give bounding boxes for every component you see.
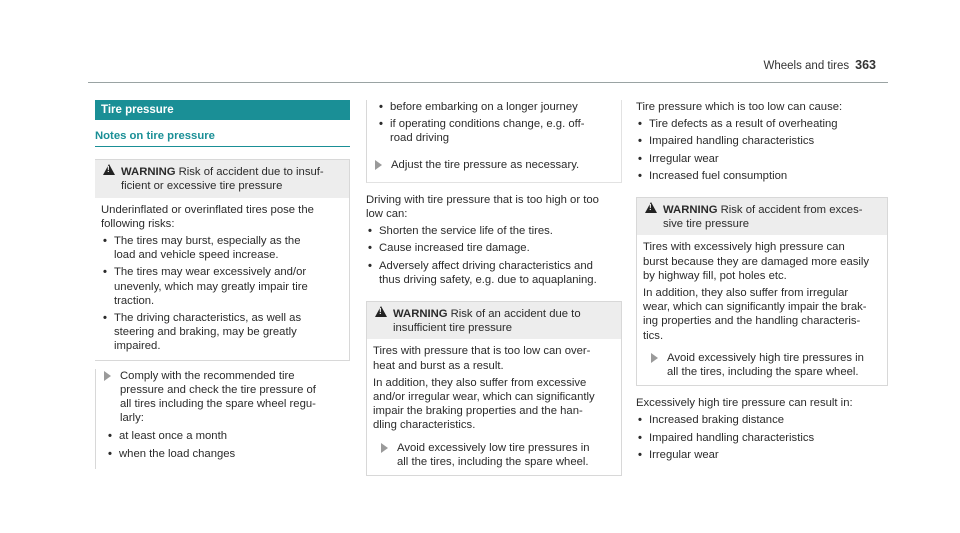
warning-header [95, 160, 349, 197]
list-item: • Cause increased tire damage. [368, 242, 530, 255]
text-line: Excessively high tire pressure can result in: [636, 397, 853, 410]
instruction-step: Avoid excessively low tire pressures in all the tires, including the spare wheel. [373, 441, 615, 469]
column-2 [366, 100, 622, 476]
warning-body [95, 198, 349, 360]
high-pressure-effects-list [636, 413, 888, 462]
bullet-icon: • [108, 447, 112, 460]
list-item: • Shorten the service life of the tires. [368, 225, 553, 238]
subheading: Notes on tire pressure [95, 129, 350, 147]
bullet-icon: • [103, 312, 107, 325]
text-line: Driving with tire pressure that is too high or too [366, 193, 599, 206]
warning-label: WARNING [121, 166, 176, 179]
check-times-list [106, 429, 350, 460]
step-arrow-icon [104, 371, 111, 381]
warning-triangle-icon [375, 306, 387, 317]
warning-header: ! WARNING Risk of accident from exces- sive tire pressure [637, 198, 887, 235]
effects-list [366, 224, 622, 287]
bullet-icon: • [638, 135, 642, 148]
instruction-block [95, 369, 350, 469]
bullet-icon: • [368, 259, 372, 272]
risk-list [101, 234, 343, 354]
bullet-icon: • [638, 118, 642, 131]
step-arrow-icon [381, 443, 388, 453]
bullet-icon: • [368, 225, 372, 238]
list-item: • The tires may burst, especially as the load and vehicle speed increase. [103, 235, 301, 262]
warning-box [366, 301, 622, 476]
list-item: • when the load changes [108, 447, 236, 460]
list-item: • if operating conditions change, e.g. off- road driving [379, 118, 585, 145]
warning-body: Tires with excessively high pressure can burst because they are damaged more easily by highway fill, pot holes etc. In addition, they also suffer from irregular wear, which can significantly impair the brak- ing properties and the handling characteris- tics. Avoid excessively high tire pressures in all the tires, including the spare wheel. [637, 235, 887, 385]
bullet-icon: • [638, 169, 642, 182]
list-item: • before embarking on a longer journey [379, 101, 578, 113]
list-item: • Irregular wear [638, 448, 719, 461]
bullet-icon: • [638, 414, 642, 427]
section-title: Tire pressure [95, 100, 350, 120]
bullet-icon: • [379, 118, 383, 131]
warning-triangle-icon [645, 202, 657, 213]
header-rule [88, 82, 888, 83]
text-line: low can: [366, 208, 408, 221]
column-1 [95, 100, 350, 469]
warning-header: ! WARNING Risk of an accident due to insufficient tire pressure [367, 302, 621, 339]
bullet-icon: • [379, 101, 383, 113]
warning-label: WARNING [663, 204, 718, 217]
check-times-list [377, 100, 621, 146]
bullet-icon: • [638, 448, 642, 461]
warning-label: WARNING [393, 308, 448, 321]
text-line: Underinflated or overinflated tires pose the [101, 203, 314, 216]
list-item: • The driving characteristics, as well as steering and braking, may be greatly impaired. [103, 312, 302, 353]
instruction-step: Adjust the tire pressure as necessary. [367, 158, 621, 172]
warning-text-line: ficient or excessive tire pressure [121, 180, 283, 193]
low-pressure-effects-list [636, 117, 888, 183]
list-item: • Impaired handling characteristics [638, 135, 815, 148]
instruction-step: Avoid excessively high tire pressures in all the tires, including the spare wheel. [643, 351, 881, 379]
list-item: • Impaired handling characteristics [638, 431, 815, 444]
step-arrow-icon [651, 353, 658, 363]
bullet-icon: • [108, 430, 112, 443]
bullet-icon: • [103, 266, 107, 279]
instruction-step: Comply with the recommended tire pressure and check the tire pressure of all tires including the spare wheel regu- larly: [96, 369, 350, 426]
list-item: • The tires may wear excessively and/or unevenly, which may greatly impair tire traction. [103, 266, 308, 307]
warning-triangle-icon [103, 164, 115, 175]
bullet-icon: • [638, 431, 642, 444]
warning-box [636, 197, 888, 386]
bullet-icon: • [103, 235, 107, 248]
bullet-icon: • [368, 242, 372, 255]
header-title: Wheels and tires [763, 60, 850, 72]
warning-body: Tires with pressure that is too low can over- heat and burst as a result. In addition, they also suffer from excessive and/or irregular wear, which can significantly impair the braking properties and the han- dling characteristics. Avoid excessively low tire pressures in all the tires, including the spare wheel. [367, 339, 621, 475]
step-arrow-icon [375, 160, 382, 170]
column-3 [636, 100, 888, 462]
list-item: • Irregular wear [638, 152, 719, 165]
list-item: • Increased fuel consumption [638, 169, 788, 182]
instruction-block [366, 100, 622, 183]
warning-box [95, 159, 350, 360]
bullet-icon: • [638, 152, 642, 165]
list-item: • Increased braking distance [638, 414, 785, 427]
list-item: • Tire defects as a result of overheating [638, 118, 838, 131]
text-line: following risks: [101, 217, 175, 230]
list-item: • Adversely affect driving characteristics and thus driving safety, e.g. due to aquaplaning. [368, 259, 597, 286]
running-header [763, 58, 876, 72]
list-item: • at least once a month [108, 430, 228, 443]
warning-text-line: Risk of accident due to insuf- [178, 166, 324, 179]
text-line: Tire pressure which is too low can cause: [636, 101, 843, 113]
page-number: 363 [855, 58, 876, 72]
